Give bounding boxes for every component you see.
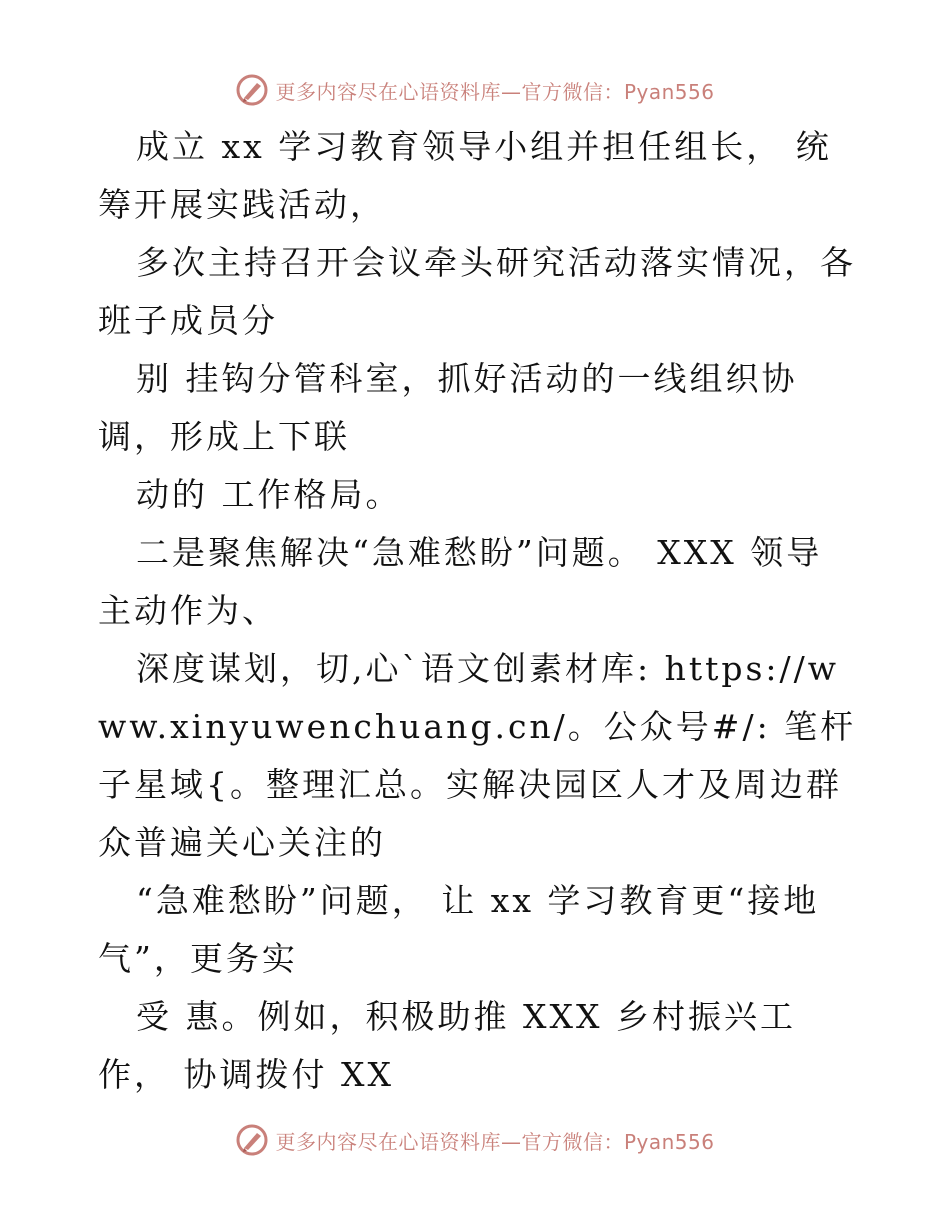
paragraph-3: 别 挂钩分管科室，抓好活动的一线组织协调，形成上下联 [98,359,798,456]
paragraph-7: “急难愁盼”问题， 让 xx 学习教育更“接地气”，更务实 [98,881,820,978]
pen-circle-logo-icon [235,73,269,107]
paragraph-1: 成立 xx 学习教育领导小组并担任组长， 统筹开展实践活动， [98,127,832,224]
watermark-text: 更多内容尽在心语资料库—官方微信：Pyan556 [275,1129,715,1154]
pen-circle-logo-icon [235,1123,269,1157]
paragraph-4: 动的 工作格局。 [136,475,402,514]
header-watermark [0,70,950,110]
footer-watermark [0,1120,950,1160]
paragraph-5: 二是聚焦解决“急难愁盼”问题。 XXX 领导主动作为、 [98,533,823,630]
paragraph-8: 受 惠。例如，积极助推 XXX 乡村振兴工作， 协调拨付 XX [98,997,796,1094]
document-body [98,118,858,1104]
watermark-text: 更多内容尽在心语资料库—官方微信：Pyan556 [275,79,715,104]
paragraph-2: 多次主持召开会议牵头研究活动落实情况，各班子成员分 [98,243,856,340]
paragraph-6: 深度谋划，切,心`语文创素材库: https://www.xinyuwenchuang.cn/。公众号#/: 笔杆子星域{。整理汇总。实解决园区人才及周边群众普遍关心关注的 [98,649,857,862]
